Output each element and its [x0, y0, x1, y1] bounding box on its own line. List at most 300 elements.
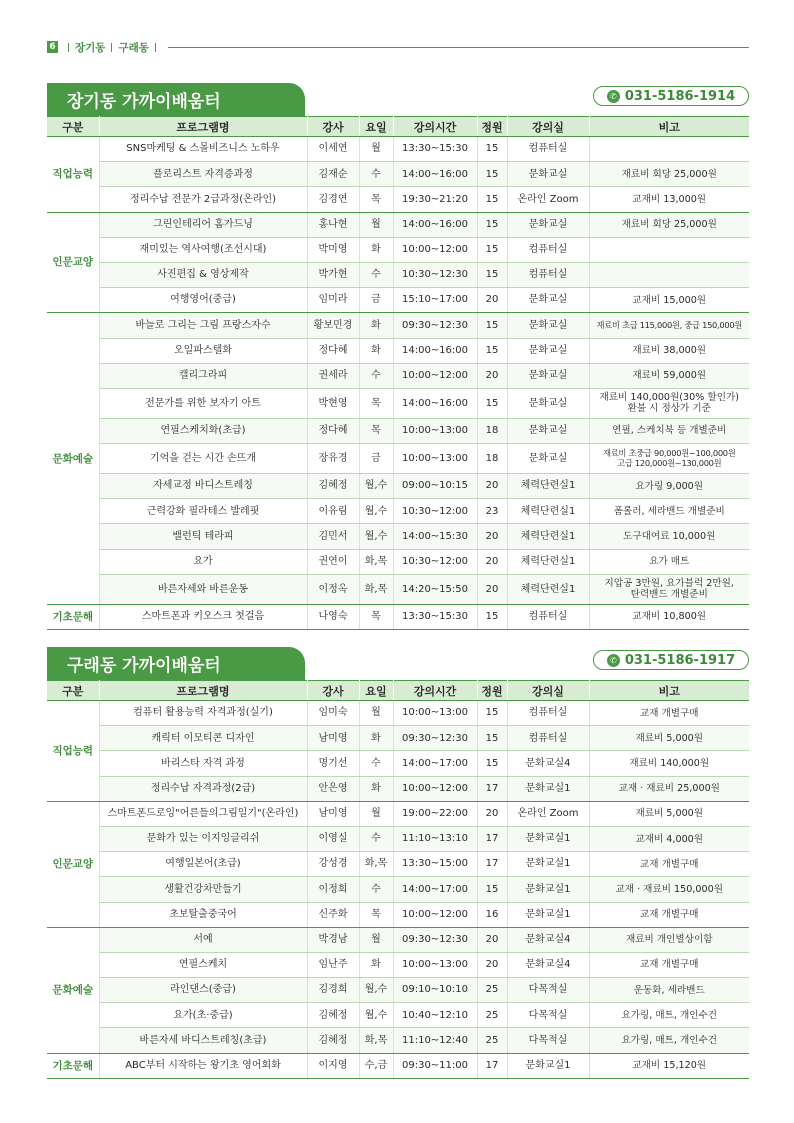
- class-time-cell: 10:00~13:00: [393, 444, 477, 474]
- classroom-cell: 다목적실: [507, 1028, 589, 1053]
- capacity-cell: 15: [477, 212, 507, 237]
- remarks-cell: 재료비 초급 115,000원, 중급 150,000원: [589, 313, 749, 338]
- program-name-cell: 초보탈출중국어: [99, 902, 307, 927]
- instructor-cell: 정다혜: [307, 418, 359, 443]
- column-header-instructor: 강사: [307, 117, 359, 137]
- day-cell: 수: [359, 826, 393, 851]
- instructor-cell: 박현영: [307, 388, 359, 418]
- program-name-cell: 컴퓨터 활용능력 자격과정(실기): [99, 701, 307, 726]
- day-cell: 수: [359, 363, 393, 388]
- capacity-cell: 25: [477, 1003, 507, 1028]
- classroom-cell: 체력단련실1: [507, 549, 589, 574]
- classroom-cell: 컴퓨터실: [507, 237, 589, 262]
- instructor-cell: 권연이: [307, 549, 359, 574]
- table-row: [47, 212, 749, 237]
- capacity-cell: 20: [477, 549, 507, 574]
- program-name-cell: 자세교정 바디스트레칭: [99, 474, 307, 499]
- capacity-cell: 17: [477, 852, 507, 877]
- remarks-cell: 교재 · 재료비 25,000원: [589, 776, 749, 801]
- capacity-cell: 18: [477, 444, 507, 474]
- program-name-cell: 바른자세와 바른운동: [99, 574, 307, 604]
- classroom-cell: 컴퓨터실: [507, 262, 589, 287]
- classroom-cell: 컴퓨터실: [507, 137, 589, 162]
- section-title-bar: [47, 83, 749, 116]
- program-name-cell: 여행영어(중급): [99, 288, 307, 313]
- class-time-cell: 09:30~12:30: [393, 927, 477, 952]
- classroom-cell: 다목적실: [507, 978, 589, 1003]
- instructor-cell: 임미라: [307, 288, 359, 313]
- classroom-cell: 체력단련실1: [507, 524, 589, 549]
- remarks-cell: 폼롤러, 세라밴드 개별준비: [589, 499, 749, 524]
- table-header-row: [47, 681, 749, 701]
- capacity-cell: 15: [477, 388, 507, 418]
- remarks-cell: 교재 · 재료비 150,000원: [589, 877, 749, 902]
- day-cell: 목: [359, 418, 393, 443]
- phone-number: 031-5186-1917: [624, 652, 736, 668]
- classroom-cell: 체력단련실1: [507, 499, 589, 524]
- column-header-capacity: 정원: [477, 681, 507, 701]
- phone-number: 031-5186-1914: [624, 88, 736, 104]
- table-row: [47, 313, 749, 338]
- remarks-cell: [589, 137, 749, 162]
- remarks-cell: 교재비 10,800원: [589, 604, 749, 629]
- capacity-cell: 15: [477, 338, 507, 363]
- remarks-cell: 재료비 140,000원: [589, 751, 749, 776]
- class-time-cell: 14:00~15:30: [393, 524, 477, 549]
- instructor-cell: 김경희: [307, 978, 359, 1003]
- classroom-cell: 온라인 Zoom: [507, 187, 589, 212]
- day-cell: 수: [359, 162, 393, 187]
- day-cell: 화: [359, 237, 393, 262]
- capacity-cell: 20: [477, 574, 507, 604]
- phone-badge: [593, 86, 749, 106]
- classroom-cell: 문화교실1: [507, 826, 589, 851]
- category-cell: 기초문해: [47, 1053, 99, 1078]
- program-name-cell: 문화가 있는 이지잉글리쉬: [99, 826, 307, 851]
- classroom-cell: 문화교실4: [507, 751, 589, 776]
- instructor-cell: 김민서: [307, 524, 359, 549]
- program-table: [47, 680, 749, 1079]
- phone-icon: ✆: [607, 90, 620, 103]
- instructor-cell: 김경연: [307, 187, 359, 212]
- table-row: [47, 338, 749, 363]
- program-name-cell: 캘리그라피: [99, 363, 307, 388]
- table-row: [47, 549, 749, 574]
- class-time-cell: 10:00~12:00: [393, 237, 477, 262]
- capacity-cell: 15: [477, 187, 507, 212]
- classroom-cell: 문화교실4: [507, 927, 589, 952]
- table-row: [47, 952, 749, 977]
- classroom-cell: 문화교실1: [507, 852, 589, 877]
- section-title: 장기동 가까이배움터: [47, 83, 305, 116]
- instructor-cell: 장유경: [307, 444, 359, 474]
- table-row: [47, 574, 749, 604]
- section-janggi: [47, 83, 749, 630]
- instructor-cell: 정다혜: [307, 338, 359, 363]
- class-time-cell: 14:00~16:00: [393, 338, 477, 363]
- table-row: [47, 776, 749, 801]
- class-time-cell: 13:30~15:30: [393, 604, 477, 629]
- instructor-cell: 권세라: [307, 363, 359, 388]
- program-name-cell: 여행일본어(초급): [99, 852, 307, 877]
- class-time-cell: 13:30~15:00: [393, 852, 477, 877]
- table-row: [47, 852, 749, 877]
- instructor-cell: 이세연: [307, 137, 359, 162]
- capacity-cell: 15: [477, 726, 507, 751]
- remarks-cell: 운동화, 세라밴드: [589, 978, 749, 1003]
- program-name-cell: 라인댄스(중급): [99, 978, 307, 1003]
- day-cell: 목: [359, 187, 393, 212]
- classroom-cell: 문화교실: [507, 363, 589, 388]
- capacity-cell: 15: [477, 137, 507, 162]
- program-name-cell: 기억을 걷는 시간 손뜨개: [99, 444, 307, 474]
- category-cell: 직업능력: [47, 701, 99, 802]
- instructor-cell: 이정옥: [307, 574, 359, 604]
- class-time-cell: 15:10~17:00: [393, 288, 477, 313]
- program-name-cell: 연필스케치: [99, 952, 307, 977]
- program-name-cell: 스마트폰드로잉"어른들의그림일기"(온라인): [99, 801, 307, 826]
- column-header-class-time: 강의시간: [393, 681, 477, 701]
- classroom-cell: 문화교실: [507, 313, 589, 338]
- header-area-2: 구래동: [118, 41, 149, 54]
- day-cell: 화: [359, 726, 393, 751]
- capacity-cell: 15: [477, 313, 507, 338]
- day-cell: 목: [359, 604, 393, 629]
- instructor-cell: 안은영: [307, 776, 359, 801]
- instructor-cell: 박경남: [307, 927, 359, 952]
- program-name-cell: 요가(초·중급): [99, 1003, 307, 1028]
- section-gurae: [47, 647, 749, 1079]
- table-row: [47, 388, 749, 418]
- program-name-cell: SNS마케팅 & 스몰비즈니스 노하우: [99, 137, 307, 162]
- instructor-cell: 김혜정: [307, 1028, 359, 1053]
- program-name-cell: 요가: [99, 549, 307, 574]
- remarks-cell: [589, 262, 749, 287]
- program-name-cell: 플로리스트 자격증과정: [99, 162, 307, 187]
- remarks-cell: 재료비 140,000원(30% 할인가) 환불 시 정상가 기준: [589, 388, 749, 418]
- capacity-cell: 25: [477, 978, 507, 1003]
- remarks-cell: 교재비 4,000원: [589, 826, 749, 851]
- capacity-cell: 15: [477, 877, 507, 902]
- remarks-cell: 재료비 초중급 90,000원~100,000원 고급 120,000원~130,000원: [589, 444, 749, 474]
- classroom-cell: 온라인 Zoom: [507, 801, 589, 826]
- day-cell: 화: [359, 338, 393, 363]
- page-number: 6: [47, 41, 58, 53]
- day-cell: 월,수: [359, 474, 393, 499]
- table-row: [47, 524, 749, 549]
- table-row: [47, 162, 749, 187]
- class-time-cell: 14:00~16:00: [393, 162, 477, 187]
- class-time-cell: 10:00~13:00: [393, 418, 477, 443]
- program-name-cell: 바리스타 자격 과정: [99, 751, 307, 776]
- day-cell: 목: [359, 388, 393, 418]
- instructor-cell: 김재순: [307, 162, 359, 187]
- day-cell: 수: [359, 751, 393, 776]
- class-time-cell: 14:00~16:00: [393, 212, 477, 237]
- class-time-cell: 10:30~12:00: [393, 499, 477, 524]
- program-name-cell: 전문가를 위한 보자기 아트: [99, 388, 307, 418]
- capacity-cell: 15: [477, 162, 507, 187]
- remarks-cell: 교재비 15,000원: [589, 288, 749, 313]
- instructor-cell: 박가현: [307, 262, 359, 287]
- class-time-cell: 14:20~15:50: [393, 574, 477, 604]
- section-title-bar: [47, 647, 749, 680]
- remarks-cell: 연필, 스케치북 등 개별준비: [589, 418, 749, 443]
- column-header-classroom: 강의실: [507, 117, 589, 137]
- classroom-cell: 다목적실: [507, 1003, 589, 1028]
- remarks-cell: 교재비 15,120원: [589, 1053, 749, 1078]
- remarks-cell: 요가링, 매트, 개인수건: [589, 1003, 749, 1028]
- day-cell: 금: [359, 288, 393, 313]
- instructor-cell: 강성경: [307, 852, 359, 877]
- table-row: [47, 237, 749, 262]
- instructor-cell: 김혜정: [307, 474, 359, 499]
- remarks-cell: 재료비 5,000원: [589, 801, 749, 826]
- day-cell: 월: [359, 212, 393, 237]
- class-time-cell: 19:30~21:20: [393, 187, 477, 212]
- table-row: [47, 726, 749, 751]
- class-time-cell: 14:00~16:00: [393, 388, 477, 418]
- remarks-cell: 재료비 59,000원: [589, 363, 749, 388]
- program-name-cell: 그린인테리어 홈가드닝: [99, 212, 307, 237]
- instructor-cell: 김혜정: [307, 1003, 359, 1028]
- class-time-cell: 10:00~13:00: [393, 952, 477, 977]
- classroom-cell: 문화교실: [507, 288, 589, 313]
- program-table: [47, 116, 749, 630]
- instructor-cell: 명기선: [307, 751, 359, 776]
- program-name-cell: 근력강화 필라테스 발레핏: [99, 499, 307, 524]
- table-row: [47, 902, 749, 927]
- class-time-cell: 09:30~11:00: [393, 1053, 477, 1078]
- classroom-cell: 컴퓨터실: [507, 701, 589, 726]
- capacity-cell: 20: [477, 288, 507, 313]
- header-separator: [111, 43, 112, 52]
- classroom-cell: 문화교실: [507, 338, 589, 363]
- program-name-cell: 스마트폰과 키오스크 첫걸음: [99, 604, 307, 629]
- day-cell: 화,목: [359, 574, 393, 604]
- day-cell: 화,목: [359, 549, 393, 574]
- instructor-cell: 이유림: [307, 499, 359, 524]
- day-cell: 화: [359, 952, 393, 977]
- program-name-cell: 바른자세 바디스트레칭(초급): [99, 1028, 307, 1053]
- column-header-remarks: 비고: [589, 117, 749, 137]
- class-time-cell: 10:00~12:00: [393, 363, 477, 388]
- capacity-cell: 20: [477, 363, 507, 388]
- class-time-cell: 10:00~13:00: [393, 701, 477, 726]
- table-row: [47, 826, 749, 851]
- program-name-cell: 바늘로 그리는 그림 프랑스자수: [99, 313, 307, 338]
- instructor-cell: 이정희: [307, 877, 359, 902]
- table-row: [47, 877, 749, 902]
- capacity-cell: 25: [477, 1028, 507, 1053]
- column-header-day: 요일: [359, 681, 393, 701]
- column-header-program-name: 프로그램명: [99, 681, 307, 701]
- class-time-cell: 10:40~12:10: [393, 1003, 477, 1028]
- day-cell: 수,금: [359, 1053, 393, 1078]
- classroom-cell: 문화교실1: [507, 902, 589, 927]
- classroom-cell: 문화교실1: [507, 877, 589, 902]
- category-cell: 직업능력: [47, 137, 99, 213]
- class-time-cell: 09:30~12:30: [393, 726, 477, 751]
- column-header-capacity: 정원: [477, 117, 507, 137]
- capacity-cell: 20: [477, 474, 507, 499]
- column-header-category: 구분: [47, 681, 99, 701]
- program-name-cell: 정리수납 전문가 2급과정(온라인): [99, 187, 307, 212]
- day-cell: 목: [359, 902, 393, 927]
- class-time-cell: 14:00~17:00: [393, 751, 477, 776]
- capacity-cell: 18: [477, 418, 507, 443]
- table-row: [47, 444, 749, 474]
- day-cell: 월: [359, 701, 393, 726]
- category-cell: 인문교양: [47, 801, 99, 927]
- class-time-cell: 09:30~12:30: [393, 313, 477, 338]
- program-name-cell: ABC부터 시작하는 왕기초 영어회화: [99, 1053, 307, 1078]
- classroom-cell: 문화교실: [507, 162, 589, 187]
- capacity-cell: 15: [477, 701, 507, 726]
- table-row: [47, 1028, 749, 1053]
- remarks-cell: 교재 개별구매: [589, 701, 749, 726]
- class-time-cell: 10:00~12:00: [393, 776, 477, 801]
- class-time-cell: 19:00~22:00: [393, 801, 477, 826]
- day-cell: 월: [359, 801, 393, 826]
- day-cell: 월: [359, 137, 393, 162]
- day-cell: 월,수: [359, 524, 393, 549]
- table-row: [47, 137, 749, 162]
- remarks-cell: 재료비 5,000원: [589, 726, 749, 751]
- classroom-cell: 문화교실1: [507, 776, 589, 801]
- column-header-remarks: 비고: [589, 681, 749, 701]
- day-cell: 화: [359, 776, 393, 801]
- remarks-cell: 교재 개별구매: [589, 952, 749, 977]
- table-row: [47, 418, 749, 443]
- class-time-cell: 10:00~12:00: [393, 902, 477, 927]
- table-header-row: [47, 117, 749, 137]
- capacity-cell: 20: [477, 927, 507, 952]
- category-cell: 기초문해: [47, 604, 99, 629]
- header-rule: [168, 47, 749, 48]
- class-time-cell: 14:00~17:00: [393, 877, 477, 902]
- classroom-cell: 문화교실: [507, 388, 589, 418]
- column-header-class-time: 강의시간: [393, 117, 477, 137]
- phone-badge: [593, 650, 749, 670]
- program-name-cell: 오일파스텔화: [99, 338, 307, 363]
- column-header-day: 요일: [359, 117, 393, 137]
- capacity-cell: 15: [477, 237, 507, 262]
- table-row: [47, 751, 749, 776]
- capacity-cell: 20: [477, 952, 507, 977]
- table-row: [47, 701, 749, 726]
- program-name-cell: 연필스케치화(초급): [99, 418, 307, 443]
- day-cell: 수: [359, 877, 393, 902]
- program-name-cell: 캐릭터 이모티콘 디자인: [99, 726, 307, 751]
- remarks-cell: 교재 개별구매: [589, 902, 749, 927]
- column-header-category: 구분: [47, 117, 99, 137]
- instructor-cell: 이영실: [307, 826, 359, 851]
- instructor-cell: 홍나현: [307, 212, 359, 237]
- classroom-cell: 문화교실: [507, 212, 589, 237]
- day-cell: 수: [359, 262, 393, 287]
- class-time-cell: 10:30~12:30: [393, 262, 477, 287]
- remarks-cell: 요가링 9,000원: [589, 474, 749, 499]
- class-time-cell: 13:30~15:30: [393, 137, 477, 162]
- class-time-cell: 09:00~10:15: [393, 474, 477, 499]
- program-name-cell: 사진편집 & 영상제작: [99, 262, 307, 287]
- capacity-cell: 15: [477, 262, 507, 287]
- classroom-cell: 문화교실4: [507, 952, 589, 977]
- class-time-cell: 10:30~12:00: [393, 549, 477, 574]
- classroom-cell: 문화교실1: [507, 1053, 589, 1078]
- category-cell: 문화예술: [47, 313, 99, 605]
- day-cell: 화,목: [359, 1028, 393, 1053]
- day-cell: 월,수: [359, 978, 393, 1003]
- instructor-cell: 박미영: [307, 237, 359, 262]
- instructor-cell: 남미영: [307, 726, 359, 751]
- table-row: [47, 604, 749, 629]
- day-cell: 월,수: [359, 499, 393, 524]
- table-row: [47, 1003, 749, 1028]
- instructor-cell: 나영숙: [307, 604, 359, 629]
- capacity-cell: 17: [477, 1053, 507, 1078]
- header-area-1: 장기동: [75, 41, 106, 54]
- table-row: [47, 499, 749, 524]
- program-name-cell: 밸런틱 테라피: [99, 524, 307, 549]
- remarks-cell: 교재비 13,000원: [589, 187, 749, 212]
- class-time-cell: 11:10~13:10: [393, 826, 477, 851]
- remarks-cell: 재료비 38,000원: [589, 338, 749, 363]
- classroom-cell: 문화교실: [507, 444, 589, 474]
- day-cell: 월,수: [359, 1003, 393, 1028]
- column-header-instructor: 강사: [307, 681, 359, 701]
- remarks-cell: 요가 매트: [589, 549, 749, 574]
- instructor-cell: 황보민경: [307, 313, 359, 338]
- header-separator: [155, 43, 156, 52]
- table-row: [47, 1053, 749, 1078]
- page-header: [47, 40, 749, 54]
- capacity-cell: 20: [477, 524, 507, 549]
- table-row: [47, 187, 749, 212]
- remarks-cell: 교재 개별구매: [589, 852, 749, 877]
- phone-icon: ✆: [607, 654, 620, 667]
- table-row: [47, 288, 749, 313]
- table-row: [47, 262, 749, 287]
- header-separator: [68, 43, 69, 52]
- instructor-cell: 남미영: [307, 801, 359, 826]
- table-row: [47, 801, 749, 826]
- capacity-cell: 16: [477, 902, 507, 927]
- column-header-program-name: 프로그램명: [99, 117, 307, 137]
- program-name-cell: 재미있는 역사여행(조선시대): [99, 237, 307, 262]
- class-time-cell: 11:10~12:40: [393, 1028, 477, 1053]
- classroom-cell: 체력단련실1: [507, 474, 589, 499]
- program-name-cell: 서예: [99, 927, 307, 952]
- category-cell: 문화예술: [47, 927, 99, 1053]
- table-row: [47, 363, 749, 388]
- instructor-cell: 이지영: [307, 1053, 359, 1078]
- instructor-cell: 임난주: [307, 952, 359, 977]
- table-row: [47, 474, 749, 499]
- category-cell: 인문교양: [47, 212, 99, 313]
- day-cell: 금: [359, 444, 393, 474]
- capacity-cell: 17: [477, 826, 507, 851]
- day-cell: 화,목: [359, 852, 393, 877]
- capacity-cell: 15: [477, 604, 507, 629]
- program-name-cell: 정리수납 자격과정(2급): [99, 776, 307, 801]
- day-cell: 월: [359, 927, 393, 952]
- section-title: 구래동 가까이배움터: [47, 647, 305, 680]
- capacity-cell: 23: [477, 499, 507, 524]
- program-name-cell: 생활건강차만들기: [99, 877, 307, 902]
- remarks-cell: 지압공 3만원, 요가블럭 2만원, 탄력밴드 개별준비: [589, 574, 749, 604]
